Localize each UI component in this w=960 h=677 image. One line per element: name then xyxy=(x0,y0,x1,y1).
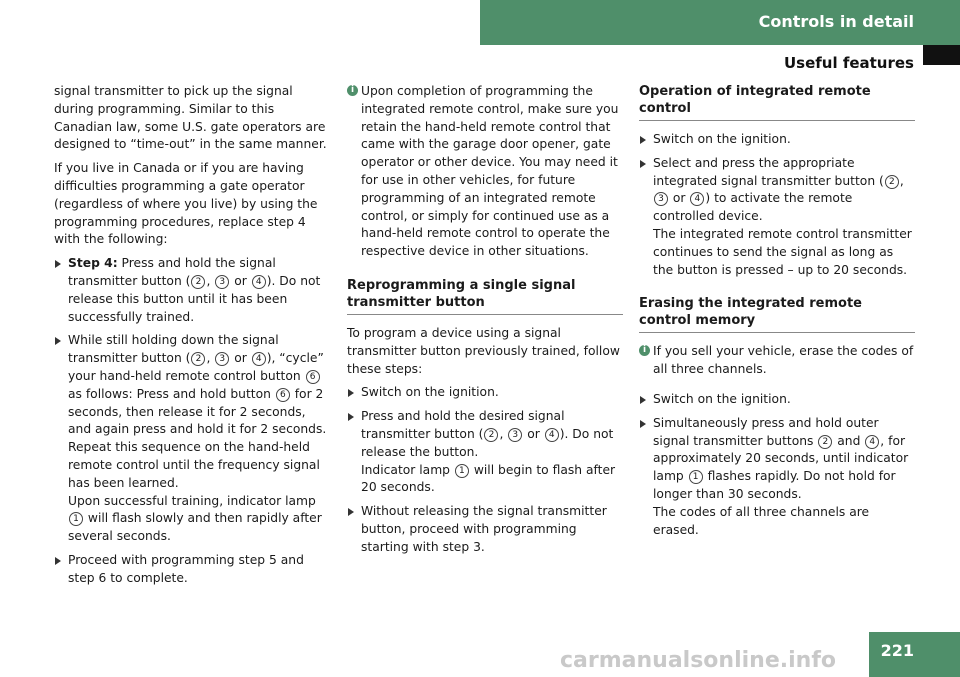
info-icon: i xyxy=(639,345,650,356)
section-heading: Operation of integrated remote control xyxy=(639,83,915,121)
bullet-list xyxy=(639,391,915,539)
list-item: Simultaneously press and hold outer signal transmitter buttons 2 and 4 , for approximately 20 seconds, until indicator lamp 1 flashes rapidly. Do not hold for longer than 30 seconds. The codes of all three channels are erased. xyxy=(639,415,915,540)
list-item: While still holding down the signal transmitter button ( 2 , 3 or 4 ), “cycle” your hand-held remote control button 6 as follows: Press and hold button 6 for 2 seconds, then release it for 2 seconds, and again press and hold it for 2 seconds. Repeat this sequence on the hand-held remote control until the frequency signal has been learned. Upon successful training, indicator lamp 1 will flash slowly and then rapidly after several seconds. xyxy=(54,332,330,546)
subsection-title: Useful features xyxy=(783,54,914,72)
info-note: i If you sell your vehicle, erase the codes of all three channels. xyxy=(639,343,915,379)
list-item: Step 4: Press and hold the signal transmitter button ( 2 , 3 or 4 ). Do not release this button until it has been successfully trained. xyxy=(54,255,330,326)
circled-number-3: 3 xyxy=(215,275,229,289)
list-item: Switch on the ignition. xyxy=(639,391,915,409)
info-note: i Upon completion of programming the integrated remote control, make sure you retain the hand-held remote control that came with the garage door opener, gate operator or other device. You may need it for use in other vehicles, for future programming of an integrated remote control, or simply for continued use as a hand-held remote control to operate the respective device in other situations. xyxy=(347,83,623,261)
list-item: Without releasing the signal transmitter button, proceed with programming starting with step 3. xyxy=(347,503,623,556)
bullet-list xyxy=(639,131,915,279)
circled-number-6: 6 xyxy=(276,388,290,402)
circled-number-2: 2 xyxy=(191,352,205,366)
list-item: Select and press the appropriate integrated signal transmitter button ( 2 , 3 or 4 ) to activate the remote controlled device. The integrated remote control transmitter continues to send the signal as long as the button is pressed – up to 20 seconds. xyxy=(639,155,915,280)
circled-number-4: 4 xyxy=(252,275,266,289)
list-item: Switch on the ignition. xyxy=(347,384,623,402)
column-3 xyxy=(639,83,915,545)
section-heading: Reprogramming a single signal transmitter button xyxy=(347,277,623,315)
circled-number-3: 3 xyxy=(215,352,229,366)
column-1 xyxy=(54,83,330,594)
circled-number-3: 3 xyxy=(654,192,668,206)
circled-number-4: 4 xyxy=(545,428,559,442)
paragraph: signal transmitter to pick up the signal during programming. Similar to this Canadian law, some U.S. gate operators are designed to “time-out” in the same manner. xyxy=(54,84,327,152)
circled-number-4: 4 xyxy=(252,352,266,366)
circled-number-2: 2 xyxy=(818,435,832,449)
column-2 xyxy=(347,83,623,563)
circled-number-1: 1 xyxy=(689,470,703,484)
circled-number-4: 4 xyxy=(690,192,704,206)
list-item: Proceed with programming step 5 and step 6 to complete. xyxy=(54,552,330,588)
paragraph: If you live in Canada or if you are having difficulties programming a gate operator (regardless of where you live) by using the programming procedures, replace step 4 with the following: xyxy=(54,161,318,247)
list-item: Switch on the ignition. xyxy=(639,131,915,149)
section-title: Controls in detail xyxy=(758,12,914,31)
circled-number-2: 2 xyxy=(484,428,498,442)
circled-number-4: 4 xyxy=(865,435,879,449)
circled-number-2: 2 xyxy=(191,275,205,289)
page-number: 221 xyxy=(880,641,914,660)
list-item: Press and hold the desired signal transmitter button ( 2 , 3 or 4 ). Do not release the button. Indicator lamp 1 will begin to flash after 20 seconds. xyxy=(347,408,623,497)
paragraph: To program a device using a signal transmitter button previously trained, follow these steps: xyxy=(347,325,620,376)
bullet-list xyxy=(54,255,330,587)
info-icon: i xyxy=(347,85,358,96)
circled-number-6: 6 xyxy=(306,370,320,384)
circled-number-1: 1 xyxy=(455,464,469,478)
circled-number-2: 2 xyxy=(885,175,899,189)
header-marker-block xyxy=(923,45,960,65)
watermark: carmanualsonline.info xyxy=(560,648,836,673)
circled-number-1: 1 xyxy=(69,512,83,526)
section-heading: Erasing the integrated remote control memory xyxy=(639,295,915,333)
bullet-list xyxy=(347,384,623,556)
circled-number-3: 3 xyxy=(508,428,522,442)
